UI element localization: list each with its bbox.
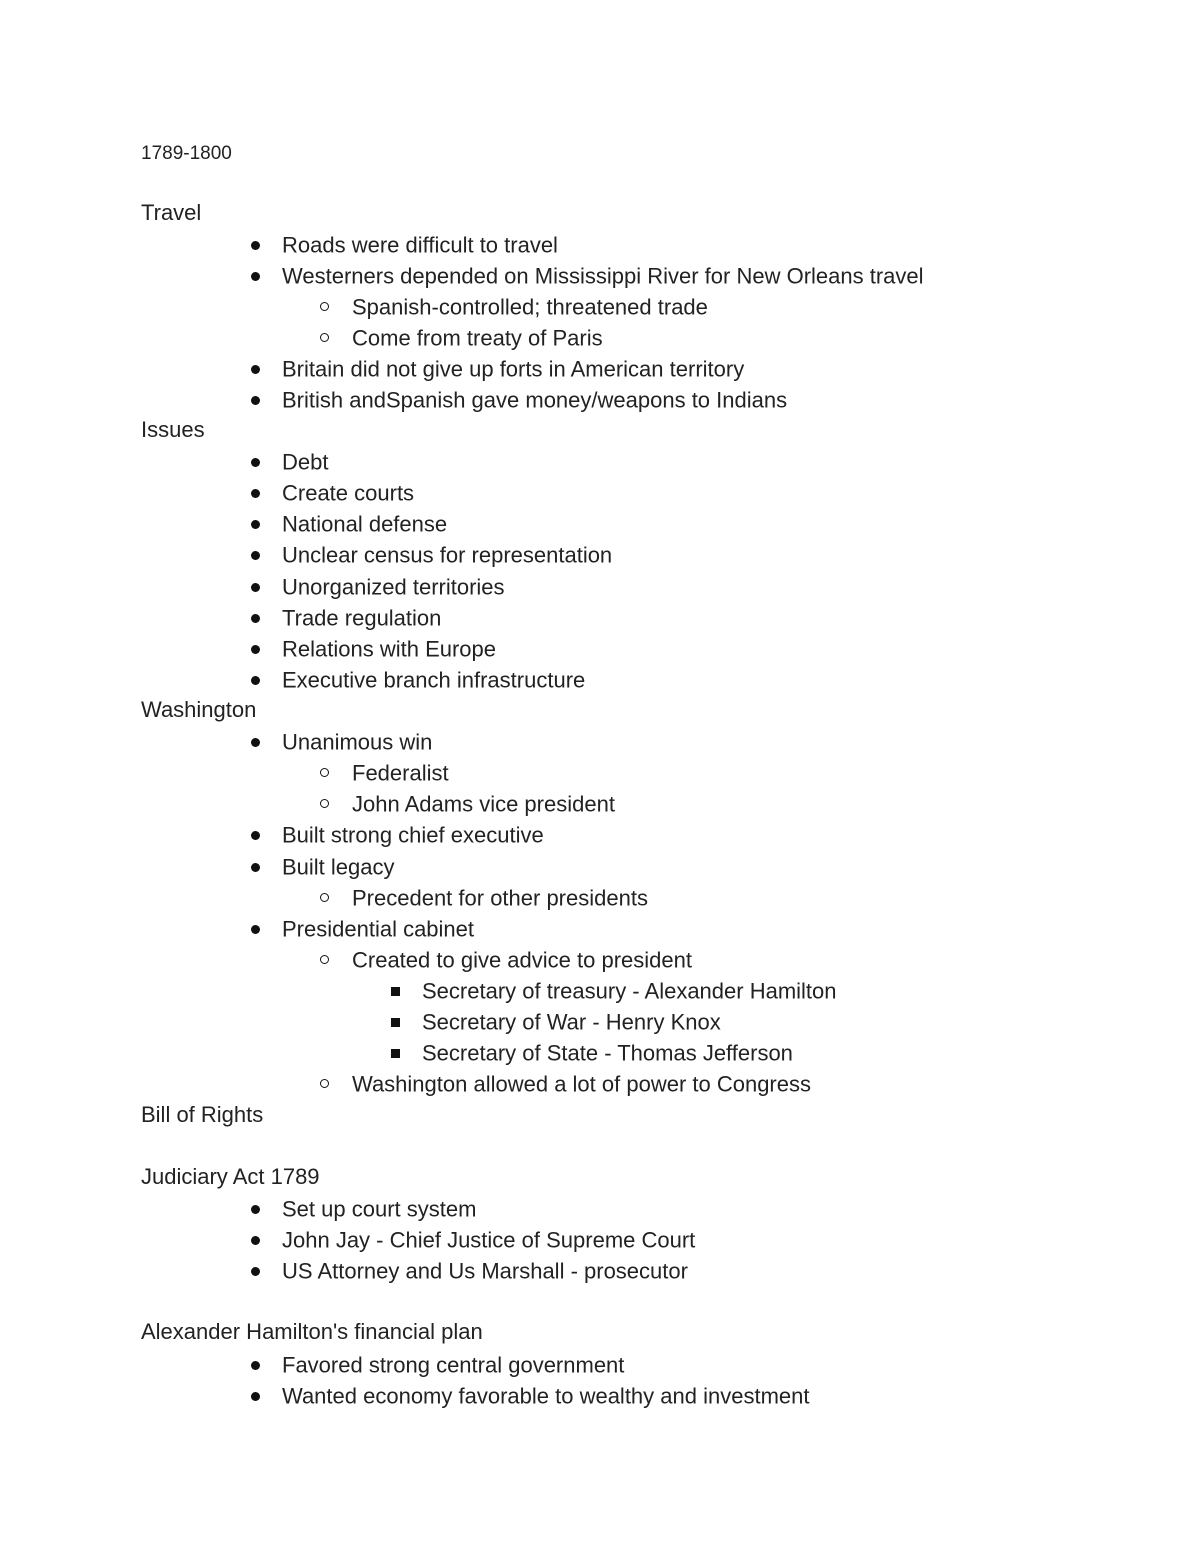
section-heading-washington: Washington: [141, 697, 257, 722]
bullet-disc-icon: [248, 634, 282, 665]
bullet-circle-icon: [318, 1069, 352, 1100]
list-item: Unclear census for representation: [248, 538, 612, 569]
bullet-circle-icon: [318, 758, 352, 789]
list-item: National defense: [248, 507, 447, 538]
bullet-disc-icon: [248, 914, 282, 945]
list-item: Unanimous win: [248, 725, 432, 756]
list-item: US Attorney and Us Marshall - prosecutor: [248, 1254, 688, 1285]
list-item: Secretary of State - Thomas Jefferson: [388, 1036, 793, 1067]
bullet-circle-icon: [318, 883, 352, 914]
list-item: Relations with Europe: [248, 632, 496, 663]
bullet-disc-icon: [248, 540, 282, 571]
bullet-square-icon: [388, 1038, 422, 1069]
bullet-disc-icon: [248, 230, 282, 261]
bullet-disc-icon: [248, 852, 282, 883]
bullet-disc-icon: [248, 820, 282, 851]
bullet-disc-icon: [248, 1225, 282, 1256]
list-item: Create courts: [248, 476, 414, 507]
list-item: Secretary of War - Henry Knox: [388, 1005, 721, 1036]
list-item: Wanted economy favorable to wealthy and investment: [248, 1379, 809, 1410]
list-item: Built legacy: [248, 850, 395, 881]
list-item: Debt: [248, 445, 328, 476]
list-item: British andSpanish gave money/weapons to Indians: [248, 383, 787, 414]
section-heading-hamilton-plan: Alexander Hamilton's financial plan: [141, 1319, 483, 1344]
bullet-disc-icon: [248, 261, 282, 292]
bullet-disc-icon: [248, 572, 282, 603]
bullet-disc-icon: [248, 385, 282, 416]
bullet-circle-icon: [318, 945, 352, 976]
section-heading-bill-of-rights: Bill of Rights: [141, 1102, 264, 1127]
list-item: Set up court system: [248, 1192, 476, 1223]
list-item: John Adams vice president: [318, 787, 615, 818]
list-item: Built strong chief executive: [248, 818, 544, 849]
bullet-circle-icon: [318, 323, 352, 354]
section-heading-judiciary-act: Judiciary Act 1789: [141, 1164, 320, 1189]
bullet-disc-icon: [248, 1381, 282, 1412]
list-item: Presidential cabinet: [248, 912, 474, 943]
bullet-disc-icon: [248, 1194, 282, 1225]
bullet-disc-icon: [248, 447, 282, 478]
bullet-disc-icon: [248, 603, 282, 634]
list-item: Trade regulation: [248, 601, 441, 632]
list-item: Precedent for other presidents: [318, 881, 648, 912]
bullet-disc-icon: [248, 478, 282, 509]
date-range: 1789-1800: [141, 143, 232, 164]
list-item: Federalist: [318, 756, 449, 787]
bullet-disc-icon: [248, 1350, 282, 1381]
bullet-disc-icon: [248, 727, 282, 758]
list-item: Spanish-controlled; threatened trade: [318, 290, 708, 321]
bullet-disc-icon: [248, 354, 282, 385]
bullet-square-icon: [388, 976, 422, 1007]
bullet-circle-icon: [318, 789, 352, 820]
list-item: Favored strong central government: [248, 1348, 624, 1379]
list-item: Created to give advice to president: [318, 943, 692, 974]
list-item: Come from treaty of Paris: [318, 321, 603, 352]
bullet-disc-icon: [248, 1256, 282, 1287]
list-item: John Jay - Chief Justice of Supreme Court: [248, 1223, 695, 1254]
section-heading-travel: Travel: [141, 200, 202, 225]
list-item: Washington allowed a lot of power to Congress: [318, 1067, 811, 1098]
bullet-disc-icon: [248, 665, 282, 696]
list-item: Westerners depended on Mississippi River for New Orleans travel: [248, 259, 924, 290]
list-item: Roads were difficult to travel: [248, 228, 558, 259]
list-item: Executive branch infrastructure: [248, 663, 585, 694]
list-item: Secretary of treasury - Alexander Hamilton: [388, 974, 837, 1005]
bullet-disc-icon: [248, 509, 282, 540]
section-heading-issues: Issues: [141, 417, 205, 442]
bullet-circle-icon: [318, 292, 352, 323]
bullet-square-icon: [388, 1007, 422, 1038]
list-item: Britain did not give up forts in American territory: [248, 352, 744, 383]
list-item: Unorganized territories: [248, 570, 505, 601]
